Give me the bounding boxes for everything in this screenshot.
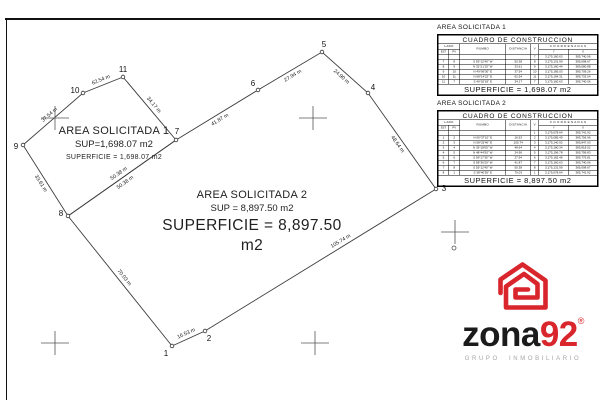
table-cell: 37.54: [506, 69, 531, 74]
vertex-marker: [170, 344, 174, 348]
table-cell: 385,799.83: [569, 150, 598, 155]
vertex-number: 5: [321, 40, 327, 50]
table2-wrapper: [437, 110, 597, 187]
table-cell: 7: [531, 79, 539, 84]
vertex-marker: [256, 88, 260, 92]
area1-superficie: SUPERFICIE = 1,698.07 m2: [65, 154, 163, 161]
table-footer-row: [438, 84, 598, 95]
vertex-marker: [366, 91, 370, 95]
table-cell: 7: [531, 160, 539, 165]
table-cell: 3,175,078.64: [539, 130, 569, 135]
area2-sup: SUP = 8,897.50 m2: [210, 203, 294, 214]
table-cell: 3,175,180.34: [539, 145, 569, 150]
edge-distance-label: 16.53 m: [176, 327, 197, 341]
table-cell: 9: [449, 64, 460, 69]
table-cell: 33.61: [506, 64, 531, 69]
superficie-total: SUPERFICIE = 8,897.50 m2: [438, 175, 598, 186]
vertex-number: 6: [250, 79, 256, 89]
vertex-number: 10: [70, 86, 80, 96]
table-cell: 48.64: [506, 145, 531, 150]
table-cell: N 35°18'05" W: [460, 145, 506, 150]
vertex-marker: [21, 143, 25, 147]
table-cell: N 68°14'22" E: [460, 74, 506, 79]
table-cell: 385,775.81: [569, 155, 598, 160]
table-cell: 3,175,140.92: [539, 140, 569, 145]
superficie-total: SUPERFICIE = 1,698.07 m2: [438, 84, 598, 95]
table-cell: 5: [438, 155, 449, 160]
table-cell: 385,733.04: [569, 74, 598, 79]
header-x: X: [569, 125, 598, 130]
table-cell: 385,741.92: [569, 170, 598, 175]
table-cell: 7: [531, 54, 539, 59]
vertex-number: 4: [370, 83, 376, 93]
table-cell: 3: [449, 140, 460, 145]
zona92-logo: [447, 260, 599, 362]
table-cell: S 55°12'40" W: [460, 59, 506, 64]
table-cell: 385,740.06: [569, 160, 598, 165]
vertex-number: 11: [118, 65, 128, 75]
table-cell: 16.53: [506, 135, 531, 140]
table-cell: 11: [531, 74, 539, 79]
table-cell: 385,847.03: [569, 140, 598, 145]
logo-tagline: GRUPO INMOBILIARIO: [464, 356, 582, 362]
table-cell: 8: [449, 165, 460, 170]
table-cell: 50.38: [506, 165, 531, 170]
table-cell: 8: [438, 170, 449, 175]
vertex-number: 2: [206, 334, 212, 344]
table-cell: 9: [438, 69, 449, 74]
table-cell: 3,175,182.46: [539, 155, 569, 160]
vertex-marker: [66, 214, 70, 218]
header-x: X: [569, 49, 598, 54]
table-cell: 1: [531, 130, 539, 135]
table-cell: 385,741.92: [569, 130, 598, 135]
table-cell: 7: [438, 165, 449, 170]
table-cell: 10: [531, 69, 539, 74]
table-cell: 7: [438, 59, 449, 64]
header-coordenadas: C O O R D E N A D A S: [539, 120, 598, 126]
table-cell: 1: [438, 135, 449, 140]
table-cell: 41.87: [506, 160, 531, 165]
area1-sup: SUP=1,698.07 m2: [75, 139, 153, 150]
table-cell: 8: [438, 64, 449, 69]
header-pv: PV: [449, 125, 460, 130]
table-cell: N 32°21'15" W: [460, 64, 506, 69]
table-cell: 10: [438, 74, 449, 79]
table-cell: 11: [449, 74, 460, 79]
area2-label: [152, 188, 352, 256]
table-cell: 385,698.67: [569, 59, 598, 64]
table-cell: S 38°40'55" E: [460, 170, 506, 175]
edge-distance-label: 37.54 m: [40, 106, 59, 124]
table-cell: 385,709.26: [569, 69, 598, 74]
header-est: EST: [438, 49, 449, 54]
edge-distance-label: 27.94 m: [283, 68, 303, 84]
header-v: V: [531, 120, 539, 131]
table-cell: 2: [438, 140, 449, 145]
header-rumbo: RUMBO: [460, 120, 506, 131]
edge-distance-label: 70.03 m: [115, 268, 133, 288]
edge-distance-label: 105.74 m: [329, 233, 352, 250]
table-cell: 8: [531, 59, 539, 64]
table-cell: 4: [531, 145, 539, 150]
table-cell: 385,818.52: [569, 145, 598, 150]
edge-distance-label: 34.17 m: [144, 95, 162, 115]
house-spiral-path: [501, 265, 546, 308]
vertex-marker: [203, 329, 207, 333]
table-cell: 3,175,131.99: [539, 59, 569, 64]
table-cell: 2: [531, 135, 539, 140]
header-coordenadas: C O O R D E N A D A S: [539, 44, 598, 50]
table-cell: 6: [531, 155, 539, 160]
table-cell: 3,175,160.63: [539, 160, 569, 165]
table-cell: 3,175,160.63: [539, 54, 569, 59]
table-cell: 385,740.06: [569, 79, 598, 84]
table-cell: S 58°36'20" W: [460, 160, 506, 165]
table-cell: 8: [449, 59, 460, 64]
header-y: Y: [539, 49, 569, 54]
vertex-number: 7: [174, 127, 180, 137]
table-cell: 7: [449, 160, 460, 165]
table-cell: 7: [449, 79, 460, 84]
header-v: V: [531, 44, 539, 55]
table1-wrapper: [437, 34, 597, 96]
table-cell: 385,756.96: [569, 135, 598, 140]
table-cell: 3,175,078.64: [539, 170, 569, 175]
table-cell: 105.74: [506, 140, 531, 145]
table-cell: 3,175,160.63: [539, 79, 569, 84]
table-cell: 385,698.67: [569, 165, 598, 170]
table-cell: 3,175,185.03: [539, 69, 569, 74]
table-cell: S 59°17'35" W: [460, 155, 506, 160]
table-cell: 8: [531, 165, 539, 170]
vertex-marker: [81, 91, 85, 95]
table-cell: 34.17: [506, 79, 531, 84]
table-cell: N 65°37'10" E: [460, 135, 506, 140]
table-cell: 24.90: [506, 150, 531, 155]
edge-distance-label: 33.61 m: [32, 173, 49, 194]
table-cell: 3,175,160.44: [539, 64, 569, 69]
table-cell: N 49°06'30" E: [460, 69, 506, 74]
area1-title: AREA SOLICITADA 1: [58, 125, 170, 137]
table-cell: 50.38: [506, 59, 531, 64]
vertex-marker: [320, 50, 324, 54]
table-cell: 1: [531, 170, 539, 175]
table-cell: 1: [449, 170, 460, 175]
cuadro-construccion-1: [437, 34, 599, 96]
table-title: CUADRO DE CONSTRUCCION: [438, 35, 598, 44]
table-cell: S 40°02'18" E: [460, 79, 506, 84]
table-cell: 62.54: [506, 74, 531, 79]
edge-distance-label: 50.38 m: [109, 165, 129, 182]
area2-superficie: SUPERFICIE = 8,897.50 m2: [162, 217, 342, 254]
vertex-marker: [121, 75, 125, 79]
table-block-area2: [437, 100, 599, 264]
table-title-row: [438, 111, 598, 120]
vertex-number: 1: [163, 349, 169, 359]
table-cell: 10: [449, 69, 460, 74]
vertex-number: 3: [441, 184, 447, 194]
table-cell: 4: [449, 145, 460, 150]
edge-distance-label: 50.38 m: [115, 174, 135, 191]
edge-distance-label: 48.64 m: [389, 134, 406, 154]
table-cell: 27.94: [506, 155, 531, 160]
table-cell: 385,740.06: [569, 54, 598, 59]
table-cell: 11: [438, 79, 449, 84]
header-y: Y: [539, 125, 569, 130]
table-cell: 3,175,085.49: [539, 135, 569, 140]
table-cell: 5: [449, 150, 460, 155]
area1-label: [34, 124, 194, 164]
header-distancia: DISTANCIA: [506, 44, 531, 55]
header-est: EST: [438, 125, 449, 130]
table-title-row: [438, 35, 598, 44]
table-cell: 9: [531, 64, 539, 69]
edge-distance-label: 24.90 m: [331, 68, 351, 86]
table-footer-row: [438, 175, 598, 186]
table-cell: 2: [449, 135, 460, 140]
vertex-number: 8: [58, 209, 64, 219]
header-rumbo: RUMBO: [460, 44, 506, 55]
table-cell: 6: [438, 160, 449, 165]
table-cell: 3: [438, 145, 449, 150]
table-cell: 5: [531, 150, 539, 155]
zona92-house-icon: [491, 260, 555, 314]
table-cell: 385,680.88: [569, 64, 598, 69]
header-pv: PV: [449, 49, 460, 54]
table1-caption: AREA SOLICITADA 1: [437, 24, 507, 31]
table-cell: N 58°25'40" E: [460, 140, 506, 145]
table-cell: 3,175,196.78: [539, 150, 569, 155]
header-lado: LADO: [438, 120, 460, 126]
table-cell: 4: [438, 150, 449, 155]
table2-caption: AREA SOLICITADA 2: [437, 100, 507, 107]
wordmark-zona: zona: [462, 315, 540, 354]
table-title: CUADRO DE CONSTRUCCION: [438, 111, 598, 120]
edge-distance-label: 62.54 m: [91, 73, 112, 87]
vertex-number: 9: [13, 142, 19, 152]
header-lado: LADO: [438, 44, 460, 50]
zona92-wordmark: [447, 317, 599, 352]
table-cell: 3,175,131.99: [539, 165, 569, 170]
table-cell: N 48°44'50" W: [460, 150, 506, 155]
header-distancia: DISTANCIA: [506, 120, 531, 131]
registered-mark: ®: [577, 316, 584, 326]
area2-title: AREA SOLICITADA 2: [196, 189, 308, 201]
table-cell: 70.03: [506, 170, 531, 175]
cuadro-construccion-2: [437, 110, 599, 187]
table-cell: S 55°12'40" W: [460, 165, 506, 170]
table-cell: 6: [449, 155, 460, 160]
edge-distance-label: 41.87 m: [210, 112, 230, 128]
wordmark-92: 92: [539, 315, 578, 354]
table-cell: 3: [531, 140, 539, 145]
table-cell: 3,175,194.31: [539, 74, 569, 79]
